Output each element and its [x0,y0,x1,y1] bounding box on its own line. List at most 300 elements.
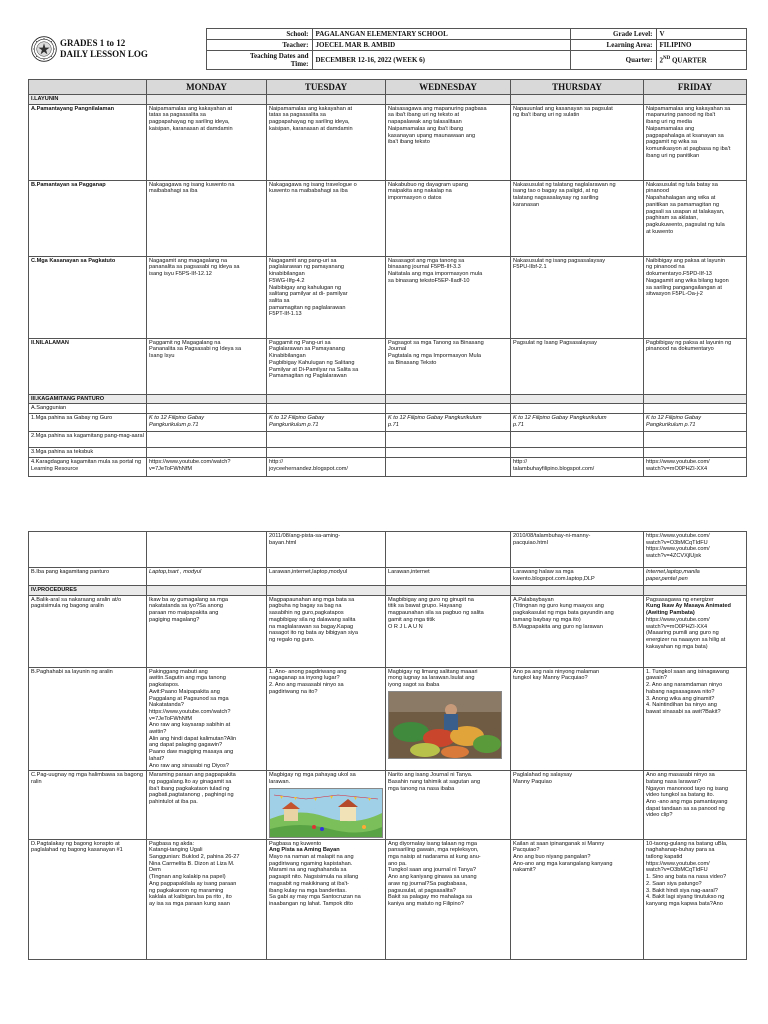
cell-thursday [511,667,644,771]
cell-line: kasanayan upang maunawaan ang [388,132,476,139]
cell-line: Napauunlad ang kasanayan sa pagsulat [513,105,613,112]
row-pamantayan-sa-pagganap [29,180,747,256]
quarter-label: Quarter: [570,51,656,70]
cell-line: ng iba't ibang uri ng sulatin [513,112,580,119]
cell-friday [644,595,747,667]
row-label: 2.Mga pahina sa kagamitang pang-mag-aaral [29,432,147,448]
cell-line: Paggamit ng Magagalang na [149,339,221,346]
quarter-sup: ND [663,56,671,62]
cell-line: v=7JeToFWhNfM [149,465,193,472]
cell-line: pagsusulat, at pagsasalita? [388,887,456,894]
cell-line: Ano pa ang nais ninyong malaman [513,668,600,675]
cell-line: Laptop,tsart , modyul [149,569,202,575]
cell-line: sasabihin ng guro,pagkatapos [269,610,344,617]
day-wednesday: WEDNESDAY [386,80,511,95]
cell-line: Paglalarawan sa Pamayanang [269,346,345,353]
cell-line: na maglalarawan sa bagay.Kapag [269,623,354,630]
cell-friday [644,414,747,432]
cell-line: Pagbibigay ng paksa at layunin ng [646,339,732,346]
row-karagdagang-kagamitan [29,457,747,476]
cell-line: magpaunahan sila sa pagbuo ng salita [388,610,484,617]
cell-thursday [511,595,644,667]
cell-friday [644,457,747,476]
cell-line: ibang uri ng panitikan [646,152,700,159]
cell-line: Nakagagawa ng isang travelogue o [269,181,357,188]
cell-line: watch?v=4ZCVXjlUjxk [646,553,702,560]
cell-line: Basahin nang tahimik at sagutan ang [388,778,481,785]
cell-line: ng pinanood na [646,264,685,271]
town-fiesta-illustration [269,788,383,838]
cell-line: kaisipan, karanasan at damdamin [269,125,353,132]
cell-line: Internet,laptop,manila [646,569,700,575]
cell-line: 1. Sino ang bata na nasa video? [646,874,727,881]
cell-line: Ano raw ang kaysarap sabihin at [149,722,231,729]
cell-tuesday [267,532,386,568]
cell-tuesday [267,104,386,180]
cell-line: Ang Pista sa Aming Bayan [269,847,340,854]
cell-tuesday [267,771,386,839]
cell-monday [147,771,267,839]
grade-label: Grade Level: [570,29,656,40]
layunin-label: I.LAYUNIN [29,95,147,105]
header-logo-cell [28,29,206,70]
cell-line: joyceehernandez.blogspot.com/ [269,465,348,472]
dates-label-line2: Time: [290,60,309,68]
cell-line: paggamit ng wika sa [646,139,697,146]
cell-line: kuwento na maibabahagi sa iba [269,188,348,195]
cell-line: K to 12 Filipino Gabay [646,415,702,422]
cell-line: Ano-ano ang mga karangalang kanyang [513,860,613,867]
cell-friday [644,104,747,180]
cell-line: araw ng journal?Sa pagbabasa, [388,880,467,887]
cell-line: titik sa bawat grupo. Hayaang [388,603,462,610]
cell-line: nagaganap sa inyong lugar? [269,675,340,682]
cell-line: pananalita sa pagsasabi ng ideya sa [149,264,240,271]
cell-line: energizer na naaayon sa hilig at [646,636,726,643]
area-label: Learning Area: [570,40,656,51]
cell-line: sitwasyon F5PL-Oa-j-2 [646,291,703,298]
cell-line: Pangkurikulum p.71 [149,421,199,428]
cell-line: Paggamit ng Pang-uri sa [269,339,331,346]
cell-line: 2. Saan siya patungo? [646,880,702,887]
cell-line: gawain? [646,675,667,682]
cell-line: Ang pagpapakilala ay isang paraan [149,880,237,887]
quarter-value [656,51,746,70]
cell-line: Naipamamalas ang kakayahan at [269,105,353,112]
cell-line: video clip? [646,812,673,819]
school-label: School: [206,29,312,40]
cell-line: pinanood [646,188,670,195]
row-pag-uugnay [29,771,747,839]
row-pagtalakay [29,839,747,959]
cell-line: Maraming paraan ang pagpapakita [149,772,236,779]
cell-line: p.71 [513,421,524,428]
cell-line: Naibibigay ang kahulugan ng [269,284,342,291]
cell-line: Pagsasagawa ng energizer [646,596,714,603]
cell-line: talambuhayfilipino.blogspot.com/ [513,465,595,472]
cell-line: magsabit ng makikinang at iba't- [269,880,350,887]
cell-line: salitang pamilyar at di- pamilyar [269,291,348,298]
cell-line: F5WG-IIfg-4.2 [269,277,305,284]
cell-line: pansariling gawain, mga repleksyon, [388,847,479,854]
cell-line: Naipamamalas ang kakayahan sa [646,105,731,112]
cell-line: mapanuring panood ng iba't [646,112,716,119]
cell-line: mga tanong na nasa ibaba [388,785,455,792]
cell-line: sa iba't ibang uri ng teksto at [388,112,460,119]
cell-line: Pagbasa ng kuwento [269,840,322,847]
row-label: 4.Karagdagang kagamitan mula sa portal ng Learning Resource [29,457,147,476]
cell-line: dapat tandaan sa sa panood ng [646,805,725,812]
cell-line: 10-taong-gulang na batang uBla, [646,840,728,847]
cell-line: Nakasusulat ng talatang naglalarawan ng [513,181,616,188]
cell-line: Pagtatala ng mga Impormasyon Mula [388,353,481,360]
row-label: C.Pag-uugnay ng mga halimbawa sa bagong ralin [29,771,147,839]
cell-line: Larawan,internet [388,569,430,575]
day-header-row [29,80,747,95]
cell-line: Naipamamalas ang [646,125,695,132]
cell-line: Sanggunian: Buklod 2, pahina 26-27 [149,854,240,861]
cell-line: larawan. [269,778,291,785]
title-line1: GRADES 1 to 12 [60,38,126,48]
cell-line: tungkol kay Manny Pacquiao? [513,675,588,682]
cell-wednesday-text [388,669,508,689]
row-label: A.Balik-aral sa nakaraang aralin at/o pagsisimula ng bagong aralin [29,595,147,667]
header [28,28,746,70]
cell-line: iba't ibang pagkakataon tulad ng [149,785,230,792]
cell-line: http:// [269,458,283,465]
cell-line: 2011/08/ang-pista-sa-aming- [269,533,341,539]
cell-line: watch?v=O3bMCqTIdFU [646,867,708,874]
sanggunian-row [29,404,747,414]
market-vegetables-photo [388,691,502,759]
cell-line: mong iugnay sa larawan.Isulat ang [388,675,475,682]
row-label: B.Paghahabi sa layunin ng aralin [29,667,147,771]
cell-monday [147,568,267,586]
cell-line: Paggalang at Pagsunod sa mga [149,695,229,702]
cell-line: tatas sa pagsasalita sa [149,112,206,119]
cell-friday [644,667,747,771]
cell-line: Pagsagot sa mga Tanong sa Binasang [388,339,484,346]
cell-line: sa binasang tekstoF5EP-IIadf-10 [388,277,470,284]
cell-line: Manny Paquiao [513,778,552,785]
cell-line: kinabibilangan [269,271,305,278]
cell-line: sa Binasang Teksto [388,359,437,366]
cell-line: https://www.youtube.com/watch? [149,458,231,465]
cell-wednesday [386,180,511,256]
cell-line: kakayahan ng mga bata) [646,643,708,650]
cell-line: Pacquiao? [513,847,540,854]
cell-tuesday-text [269,772,383,785]
cell-wednesday [386,595,511,667]
cell-monday [147,839,267,959]
cell-line: nakatatanda sa iyo?Sa anong [149,603,224,610]
cell-line: Naibibigay ang paksa at layunin [646,257,725,264]
kagamitan-row [29,394,747,404]
cell-line: Kailan at saan ipinanganak si Manny [513,840,605,847]
cell-line: Naitatala ang mga impormasyon mula [388,271,483,278]
row-label: B.Iba pang kagamitang panturo [29,568,147,586]
cell-line: nakamit? [513,867,536,874]
cell-line: F5PU-IIbf-2.1 [513,264,547,271]
cell-line: paper,pentel pen [646,575,688,582]
cell-wednesday [386,104,511,180]
dates-label-line1: Teaching Dates and [250,52,309,60]
cell-line: Magbibigay ang guro ng ginupit na [388,596,474,603]
cell-line: (Awiting Pambata) [646,610,695,617]
cell-line: tatlong kapatid [646,854,683,861]
cell-line: Ano -ano ang mga pamantayang [646,799,728,806]
cell-monday [147,180,267,256]
cell-line: ano pa. [388,860,407,867]
cell-line: tatas sa pagsasalita sa [269,112,326,119]
row-gabay-ng-guro [29,414,747,432]
cell-line: Pagsulat ng Isang Pagsasalaysay [513,339,597,346]
cell-line: Magbigay ng limang salitang maaari [388,668,478,675]
cell-line: Pagbasa ng akda: [149,840,195,847]
cell-line: https://www.youtube.com/ [646,860,710,867]
cell-monday [147,457,267,476]
cell-monday [147,256,267,338]
cell-line: Narito ang isang Journal ni Tanya. [388,772,473,779]
cell-line: Pangkurikulum p.71 [646,421,696,428]
cell-thursday [511,104,644,180]
cell-line: ng regalo ng guro. [269,636,315,643]
cell-line: Nakasusulat ng isang pagsasalaysay [513,257,606,264]
cell-thursday [511,532,644,568]
cell-line: Sa gabi ay may mga Santocruzan na [269,894,361,901]
cell-line: isang isyu F5PS-IIf-12.12 [149,271,212,278]
procedures-row [29,586,747,596]
cell-line: panitikan sa pamamagitan ng [646,201,720,208]
row-teksbuk [29,448,747,458]
cell-line: paraan mo maipapakita ang [149,610,219,617]
cell-line: O R J L A U N [388,623,423,630]
cell-line: pagbuha ng bagay sa bag na [269,603,342,610]
cell-line: K to 12 Filipino Gabay Pangkurikulum [388,415,482,422]
cell-line: karanasan [513,201,540,208]
cell-line: watch?v=O3bMCqTIdFU [646,539,708,546]
cell-line: magbibigay sila ng dalawang salita [269,616,356,623]
cell-line: Pagbibigay Kahulugan ng Salitang [269,359,355,366]
cell-monday [147,338,267,394]
cell-line: ay isa sa mga paraan kung saan [149,900,230,907]
cell-line: pamamagitan ng paglalarawan [269,304,346,311]
dates-label [206,51,312,70]
cell-line: iyong sagot sa ibaba [388,682,440,689]
cell-line: A.Palabaybayan [513,596,554,603]
cell-line: pagiging magalang? [149,616,200,623]
day-thursday: THURSDAY [511,80,644,95]
cell-line: 2. Ano ang naramdaman ninyo [646,682,723,689]
cell-friday [644,839,747,959]
cell-wednesday [386,256,511,338]
cell-line: Nakasusulat ng tula batay sa [646,181,718,188]
area-value: FILIPINO [656,40,746,51]
cell-line: Magpapaunahan ang mga bata sa [269,596,355,603]
cell-friday [644,338,747,394]
cell-tuesday [267,568,386,586]
cell-line: Pakinggang mabuti ang [149,668,208,675]
cell-line: https://www.youtube.com/ [646,458,710,465]
cell-wednesday [386,771,511,839]
cell-monday [147,532,267,568]
cell-line: tamang baybay ng mga ito) [513,616,581,623]
cell-line: awitin? [149,729,167,736]
cell-line: napapalawak ang talasalitaan [388,119,462,126]
row-label: C.Mga Kasanayan sa Pagkatuto [29,256,147,338]
cell-line: https://www.youtube.com/ [646,533,710,539]
cell-line: v=7JeToFWhNfM [149,715,193,722]
cell-thursday [511,839,644,959]
cell-line: https://www.youtube.com/ [646,616,710,623]
cell-line: Bakit sa palagay mo mahalaga sa [388,894,472,901]
cell-line: pacquiao.html [513,539,548,546]
deped-seal-icon [31,36,57,62]
cell-line: Paglalahad ng salaysay [513,772,573,779]
cell-line: pagpapahayag ng sariling ideya, [269,119,350,126]
cell-line: kaisipan, karanasan at damdamin [149,125,233,132]
cell-line: 3. Anong wika ang ginamit? [646,695,715,702]
cell-monday [147,667,267,771]
cell-line: Paano daw magiging masaya ang [149,749,234,756]
sanggunian-label: A.Sanggunian [29,404,147,414]
cell-line: maipakita ang nakalap na [388,188,452,195]
cell-line: K to 12 Filipino Gabay Pangkurikulum [513,415,607,422]
cell-tuesday [267,414,386,432]
cell-line: Nina Carmelita B. Dizon at Liza M. [149,860,235,867]
cell-friday [644,256,747,338]
cell-wednesday [386,667,511,771]
cell-line: maibabahagi sa iba [149,188,198,195]
cell-line: kaniya ang matuto ng Filipino? [388,900,464,907]
day-monday: MONDAY [147,80,267,95]
cell-line: pagkakasulat ng mga bata gayundin ang [513,610,614,617]
cell-wednesday [386,568,511,586]
lesson-table-part1 [28,79,746,477]
cell-tuesday [267,839,386,959]
cell-tuesday [267,338,386,394]
cell-line: talatang nagsasalaysay ng sariling [513,195,599,202]
cell-line: pagsapit nito. Nagsisimula na silang [269,874,359,881]
cell-line: kwento.blogspot.com.laptop,DLP [513,575,595,582]
cell-line: Kinabibilangan [269,353,306,360]
cell-line: paghiram sa aklatan, [646,215,698,222]
cell-line: Tungkol saan ang journal ni Tanya? [388,867,477,874]
cell-wednesday [386,414,511,432]
cell-thursday [511,338,644,394]
cell-line: isang tao o bagay sa paligid, at ng [513,188,598,195]
cell-line: nasagot ito ng bata ay bibigyan siya [269,630,358,637]
cell-line: lahat? [149,755,165,762]
cell-line: Naipamamalas ang kakayahan at [149,105,233,112]
cell-line: pinanood na dokumentaryo [646,346,714,353]
row-label: 1.Mga pahina sa Gabay ng Guro [29,414,147,432]
cell-line: impormasyon o datos [388,195,442,202]
cell-line: Nagagamit ang pang-uri sa [269,257,337,264]
cell-line: Nagagamit ang magagalang na [149,257,228,264]
row-paghahabi [29,667,747,771]
cell-line: pagdiriwang ngaming kapistahan. [269,860,353,867]
cell-thursday [511,180,644,256]
cell-line: ng pagkakaroon ng maraming [149,887,224,894]
row-iba-pang-kagamitan [29,568,747,586]
cell-line: Ano ang masasabi ninyo sa [646,772,715,779]
cell-line: iba't ibang teksto [388,139,430,146]
cell-friday [644,180,747,256]
cell-line: video tungkol sa batang ito. [646,792,715,799]
cell-line: pagdiriwang na ito? [269,688,318,695]
cell-line: (Tingnan ang kalakip na papel) [149,874,226,881]
cell-line: watch?v=mO0PHZI-XX4 [646,623,708,630]
cell-thursday [511,568,644,586]
cell-line: Magbigay ng mga pahayag ukol sa [269,772,356,779]
cell-line: kanyang mga kapwa bata?Ano [646,900,723,907]
cell-line: batang nasa larawan? [646,778,702,785]
row-kasanayan-sa-pagkatuto [29,256,747,338]
cell-line: pagpapahayag ng sariling ideya, [149,119,230,126]
cell-line: Nakatatanda? [149,702,184,709]
row-kagamitang-pang-mag-aaral [29,432,747,448]
cell-monday [147,414,267,432]
cell-tuesday [267,256,386,338]
cell-line: Journal [388,346,407,353]
day-header-blank [29,80,147,95]
cell-line: (Maaaring pumili ang guro ng [646,630,719,637]
cell-line: Ano raw ang sinasabi ng Diyos? [149,762,229,769]
cell-line: 2010/08/talambuhay-ni-manny- [513,533,591,539]
cell-line: Ang diyornalay isang talaan ng mga [388,840,477,847]
cell-line: Nagagamit ang wika bilang tugon [646,277,729,284]
cell-line: ang dapat palaging gagawin? [149,742,223,749]
cell-line: ibang uri ng media [646,119,693,126]
cell-line: Ano ang kaniyang ginawa sa unang [388,874,477,881]
cell-wednesday [386,532,511,568]
cell-line: F5PT-IIf-1.13 [269,311,302,318]
cell-thursday [511,414,644,432]
cell-tuesday [267,595,386,667]
cell-line: 1. Tungkol saan ang isinagawang [646,668,730,675]
lesson-table [28,79,747,477]
cell-line: Pangkurikulum p.71 [269,421,319,428]
cell-line: Naipamamalas ang iba't ibang [388,125,464,132]
cell-thursday [511,256,644,338]
cell-line: Dem [149,867,161,874]
cell-line: Napahahalagan ang wika at [646,195,716,202]
cell-line: 4. Bakit lagi siyang tinutukso ng [646,894,725,901]
row-label: D.Pagtalakay ng bagong konspto at paglalahad ng bagong kasanayan #1 [29,839,147,959]
cell-line: sa sariling pangangailangan at [646,284,722,291]
cell-line: ibang kulay na mga banderitas. [269,887,347,894]
cell-friday [644,568,747,586]
cell-line: 2. Ano ang masasabi ninyo sa [269,682,344,689]
row-label: B.Pamantayan sa Pagganap [29,180,147,256]
row-label: 3.Mga pahina sa teksbuk [29,448,147,458]
cell-line: bawat sinasabi sa awit?Bakit? [646,708,721,715]
cell-thursday [511,771,644,839]
cell-line: Ikaw ba ay gumagalang sa mga [149,596,228,603]
cell-line: Kung Ikaw Ay Masaya Animated [646,603,731,610]
cell-line: Isang Isyu [149,353,175,360]
cell-line: http:// [513,458,527,465]
cell-line: Larawang halaw sa mga [513,569,574,575]
cell-line: dokumentaryo.F5PD-IIf-13 [646,271,712,278]
cell-line: Nasasagot ang mga tanong sa [388,257,465,264]
school-value: PAGALANGAN ELEMENTARY SCHOOL [312,29,570,40]
cell-line: kaklala at kaibigan.Isa pa rito , ito [149,894,232,901]
cell-line: p.71 [388,421,399,428]
layunin-row [29,95,747,105]
quarter-word: QUARTER [670,56,707,65]
